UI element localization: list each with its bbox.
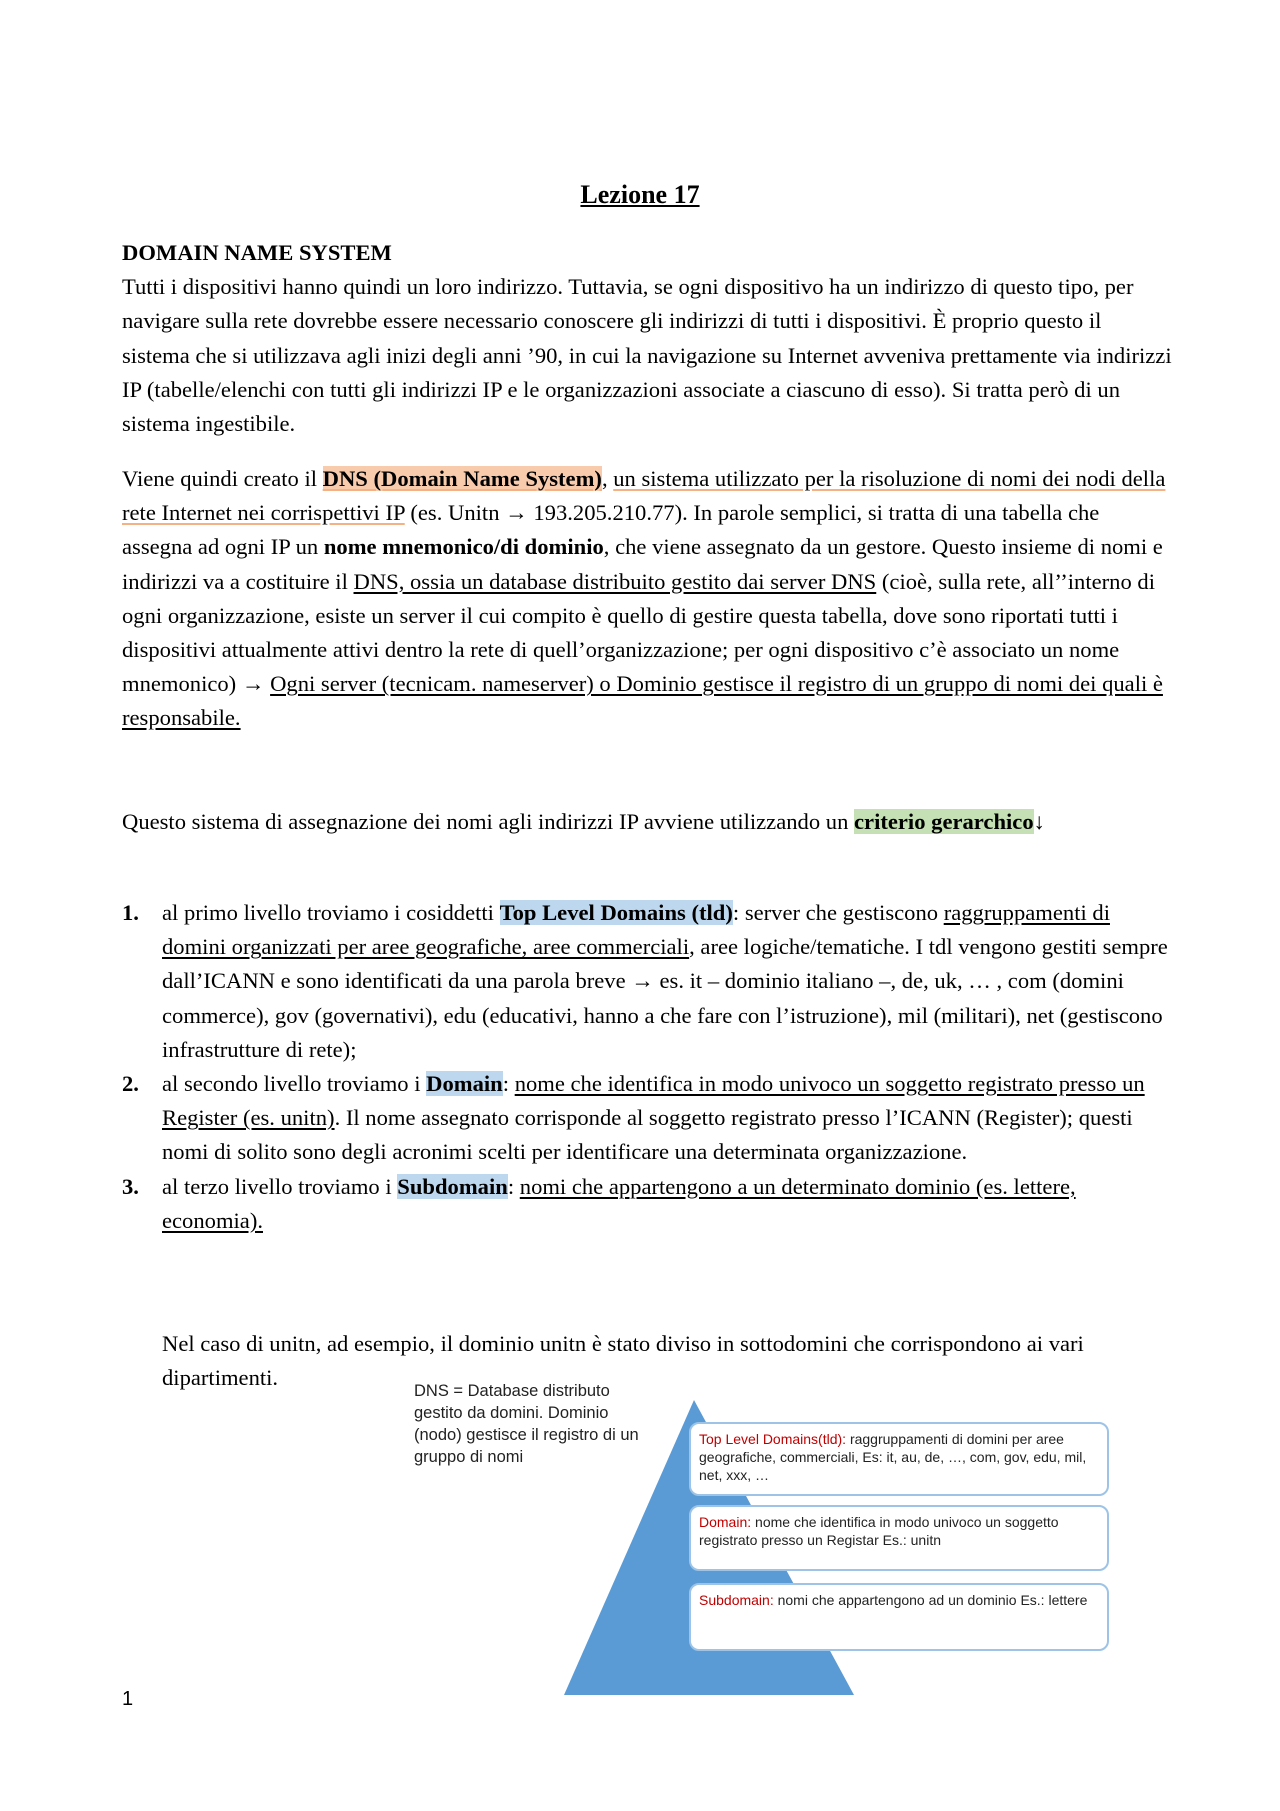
hierarchy-intro-paragraph <box>122 805 1172 839</box>
bold-term: nome mnemonico/di dominio <box>323 534 604 560</box>
text-run: : server che gestiscono <box>732 900 944 925</box>
criterio-highlight: criterio gerarchico <box>854 809 1034 834</box>
section-heading: DOMAIN NAME SYSTEM <box>122 240 392 265</box>
text-run: : <box>502 1071 515 1097</box>
dns-database-underline: DNS, ossia un database distribuito gestito dai server DNS <box>353 568 877 594</box>
dns-definition-paragraph <box>122 462 1172 736</box>
subdomain-highlight: Subdomain <box>397 1173 508 1199</box>
dns-hierarchy-diagram <box>414 1380 1134 1700</box>
tld-highlight: Top Level Domains (tld) <box>499 900 733 925</box>
page-number: 1 <box>122 1688 134 1710</box>
box-text: nome che identifica in modo univoco un soggetto registrato presso un Registar Es.: unitn <box>699 1514 1059 1548</box>
section-dns-intro <box>122 236 1172 441</box>
box-label: Subdomain: <box>699 1592 774 1608</box>
dns-definition-underline: un sistema utilizzato per la risoluzione di nomi dei nodi della rete Internet nei corrispettivi IP <box>122 466 1166 526</box>
dns-highlight: DNS (Domain Name System) <box>322 466 602 491</box>
text-run: (cioè, sulla rete, all’’interno di ogni organizzazione, esiste un server il cui compito è quello di gestire questa tabella, dove sono riportati tutti i dispositivi attualmente attivi dentro la rete di quell’organizzazione; per ogni dispositivo c’è associato un nome mnemonico) → <box>122 568 1155 697</box>
levels-list <box>122 896 1172 1238</box>
diagram-box-tld <box>689 1422 1109 1496</box>
text-run: , <box>601 466 614 491</box>
box-label: Domain: <box>699 1514 752 1530</box>
box-text: nomi che appartengono ad un dominio Es.: lettere <box>773 1592 1088 1608</box>
example-paragraph: Nel caso di unitn, ad esempio, il dominio unitn è stato diviso in sottodomini che corrispondono ai vari dipartimenti. <box>162 1331 1084 1391</box>
underlined-text: nomi che appartengono a un determinato dominio (es. lettere, economia). <box>162 1173 1076 1233</box>
underlined-text: raggruppamenti di domini organizzati per aree geografiche, aree commerciali <box>162 900 1110 960</box>
text-run: . Il nome assegnato corrisponde al soggetto registrato presso l’ICANN (Register); questi nomi di solito sono degli acronimi scelti per identificare una determinata organizzazione. <box>162 1105 1133 1165</box>
diagram-box-domain <box>689 1505 1109 1571</box>
underlined-text: nome che identifica in modo univoco un soggetto registrato presso un Register (es. unitn) <box>162 1071 1145 1131</box>
diagram-note: DNS = Database distributo gestito da domini. Dominio (nodo) gestisce il registro di un gruppo di nomi <box>414 1382 639 1466</box>
down-arrow: ↓ <box>1033 809 1045 834</box>
text-run: , che viene assegnato da un gestore. Questo insieme di nomi e indirizzi va a costituire il <box>122 534 1163 594</box>
box-text: raggruppamenti di domini per aree geografiche, commerciali, Es: it, au, de, …, com, gov, edu, mil, net, xxx, … <box>699 1431 1087 1483</box>
text-run: al secondo livello troviamo i <box>162 1071 427 1097</box>
diagram-box-subdomain <box>689 1583 1109 1651</box>
text-run: al primo livello troviamo i cosiddetti <box>162 900 500 925</box>
list-item <box>122 1067 1172 1170</box>
text-run: : <box>507 1173 520 1199</box>
list-number: 1. <box>122 900 139 925</box>
list-item <box>122 896 1172 1067</box>
text-run: (es. Unitn → 193.205.210.77). In parole semplici, si tratta di una tabella che assegna ad ogni IP un <box>122 500 1100 560</box>
page-title: Lezione 17 <box>580 180 700 209</box>
list-item <box>122 1170 1172 1238</box>
text-run: , aree logiche/tematiche. I tdl vengono gestiti sempre dall’ICANN e sono identificati da una parola breve → es. it – dominio italiano –, de, uk, … , com (domini commerce), gov (governativi), edu (educativi, hanno a che fare con l’istruzione), mil (militari), net (gestiscono infrastrutture di rete); <box>162 934 1168 1062</box>
nameserver-underline: Ogni server (tecnicam. nameserver) o Dominio gestisce il registro di un gruppo di nomi dei quali è responsabile. <box>122 671 1163 731</box>
list-number: 2. <box>122 1071 139 1097</box>
domain-highlight: Domain <box>426 1071 503 1097</box>
text-run: Viene quindi creato il <box>122 466 323 491</box>
text-run: Questo sistema di assegnazione dei nomi agli indirizzi IP avviene utilizzando un <box>122 809 855 834</box>
text-run: al terzo livello troviamo i <box>162 1173 398 1199</box>
box-label: Top Level Domains(tld): <box>699 1431 847 1447</box>
intro-paragraph: Tutti i dispositivi hanno quindi un loro indirizzo. Tuttavia, se ogni dispositivo ha un indirizzo di questo tipo, per navigare sulla rete dovrebbe essere necessario conoscere gli indirizzi di tutti i dispositivi. È proprio questo il sistema che si utilizzava agli inizi degli anni ’90, in cui la navigazione su Internet avveniva prettamente via indirizzi IP (tabelle/elenchi con tutti gli indirizzi IP e le organizzazioni associate a ciascuno di esso). Si tratta però di un sistema ingestibile. <box>122 274 1172 437</box>
list-number: 3. <box>122 1173 139 1199</box>
